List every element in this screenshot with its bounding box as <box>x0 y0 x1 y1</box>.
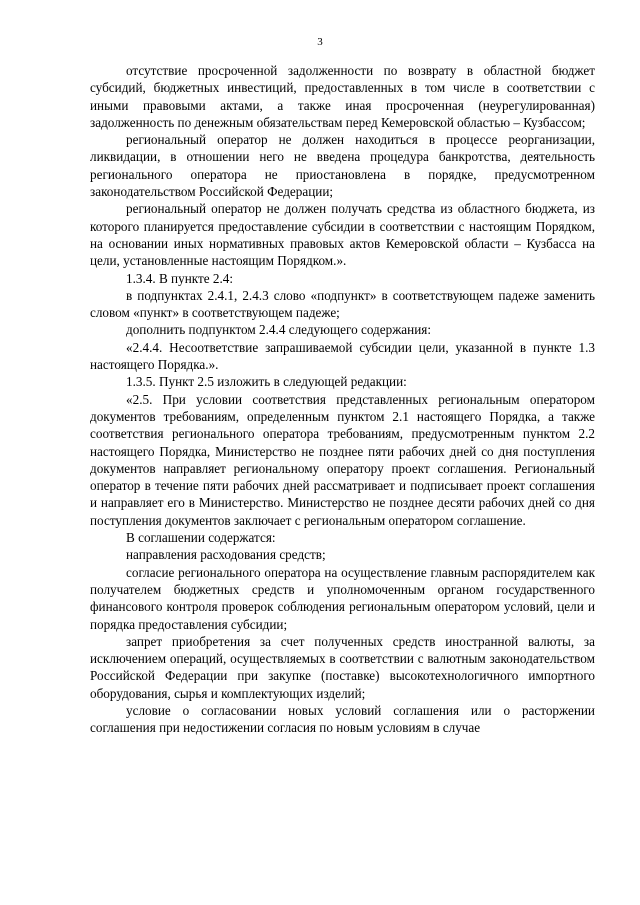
document-body <box>90 62 595 737</box>
paragraph-item-2-5: «2.5. При условии соответствия представленных региональным оператором документов требованиям, определенным пунктом 2.1 настоящего Порядка, а также соответствия регионального оператора требованиям, предусмотренным пунктом 2.2 настоящего Порядка, Министерство не позднее пяти рабочих дней со дня поступления документов направляет региональному оператору проект соглашения. Региональный оператор в течение пяти рабочих дней рассматривает и подписывает проект соглашения и направляет его в Министерство. Министерство не позднее десяти рабочих дней со дня поступления документов заключает с региональным оператором соглашение. <box>90 391 595 528</box>
paragraph-new-terms-condition: условие о согласовании новых условий соглашения или о расторжении соглашения при недостижении согласия по новым условиям в случае <box>90 702 595 736</box>
paragraph-no-reorganization: региональный оператор не должен находиться в процессе реорганизации, ликвидации, в отношении него не введена процедура банкротства, деятельность регионального оператора не приостановлена в порядке, предусмотренном законодательством Российской Федерации; <box>90 132 595 200</box>
paragraph-currency-ban: запрет приобретения за счет полученных средств иностранной валюты, за исключением операций, осуществляемых в соответствии с валютным законодательством Российской Федерации при закупке (поставке) высокотехнологичного импортного оборудования, сырья и комплектующих изделий; <box>90 633 595 701</box>
paragraph-item-1-3-4: 1.3.4. В пункте 2.4: <box>126 270 234 286</box>
paragraph-no-overdue-debt: отсутствие просроченной задолженности по возврату в областной бюджет субсидий, бюджетных инвестиций, предоставленных в том числе в соответствии с иными правовыми актами, а также иная просроченная (неурегулированная) задолженность по денежным обязательствам перед Кемеровской областью – Кузбассом; <box>90 63 595 130</box>
paragraph-item-1-3-5: 1.3.5. Пункт 2.5 изложить в следующей редакции: <box>126 374 407 390</box>
paragraph-subitem-2-4-4: «2.4.4. Несоответствие запрашиваемой субсидии цели, указанной в пункте 1.3 настоящего Порядка.». <box>90 339 595 373</box>
page-number: 3 <box>317 36 323 48</box>
paragraph-agreement-contents: В соглашении содержатся: <box>126 530 276 546</box>
paragraph-spending-directions: направления расходования средств; <box>126 547 326 563</box>
paragraph-subitems-replace: в подпунктах 2.4.1, 2.4.3 слово «подпункт» в соответствующем падеже заменить словом «пункт» в соответствующем падеже; <box>90 287 595 321</box>
paragraph-add-subitem: дополнить подпунктом 2.4.4 следующего содержания: <box>126 322 431 338</box>
paragraph-consent-to-checks: согласие регионального оператора на осуществление главным распорядителем как получателем бюджетных средств и уполномоченным органом государственного финансового контроля проверок соблюдения региональным оператором условий, цели и порядка предоставления субсидии; <box>90 564 595 632</box>
paragraph-no-other-funds: региональный оператор не должен получать средства из областного бюджета, из которого планируется предоставление субсидии в соответствии с настоящим Порядком, на основании иных нормативных правовых актов Кемеровской области – Кузбасса на цели, установленные настоящим Порядком.». <box>90 201 595 269</box>
